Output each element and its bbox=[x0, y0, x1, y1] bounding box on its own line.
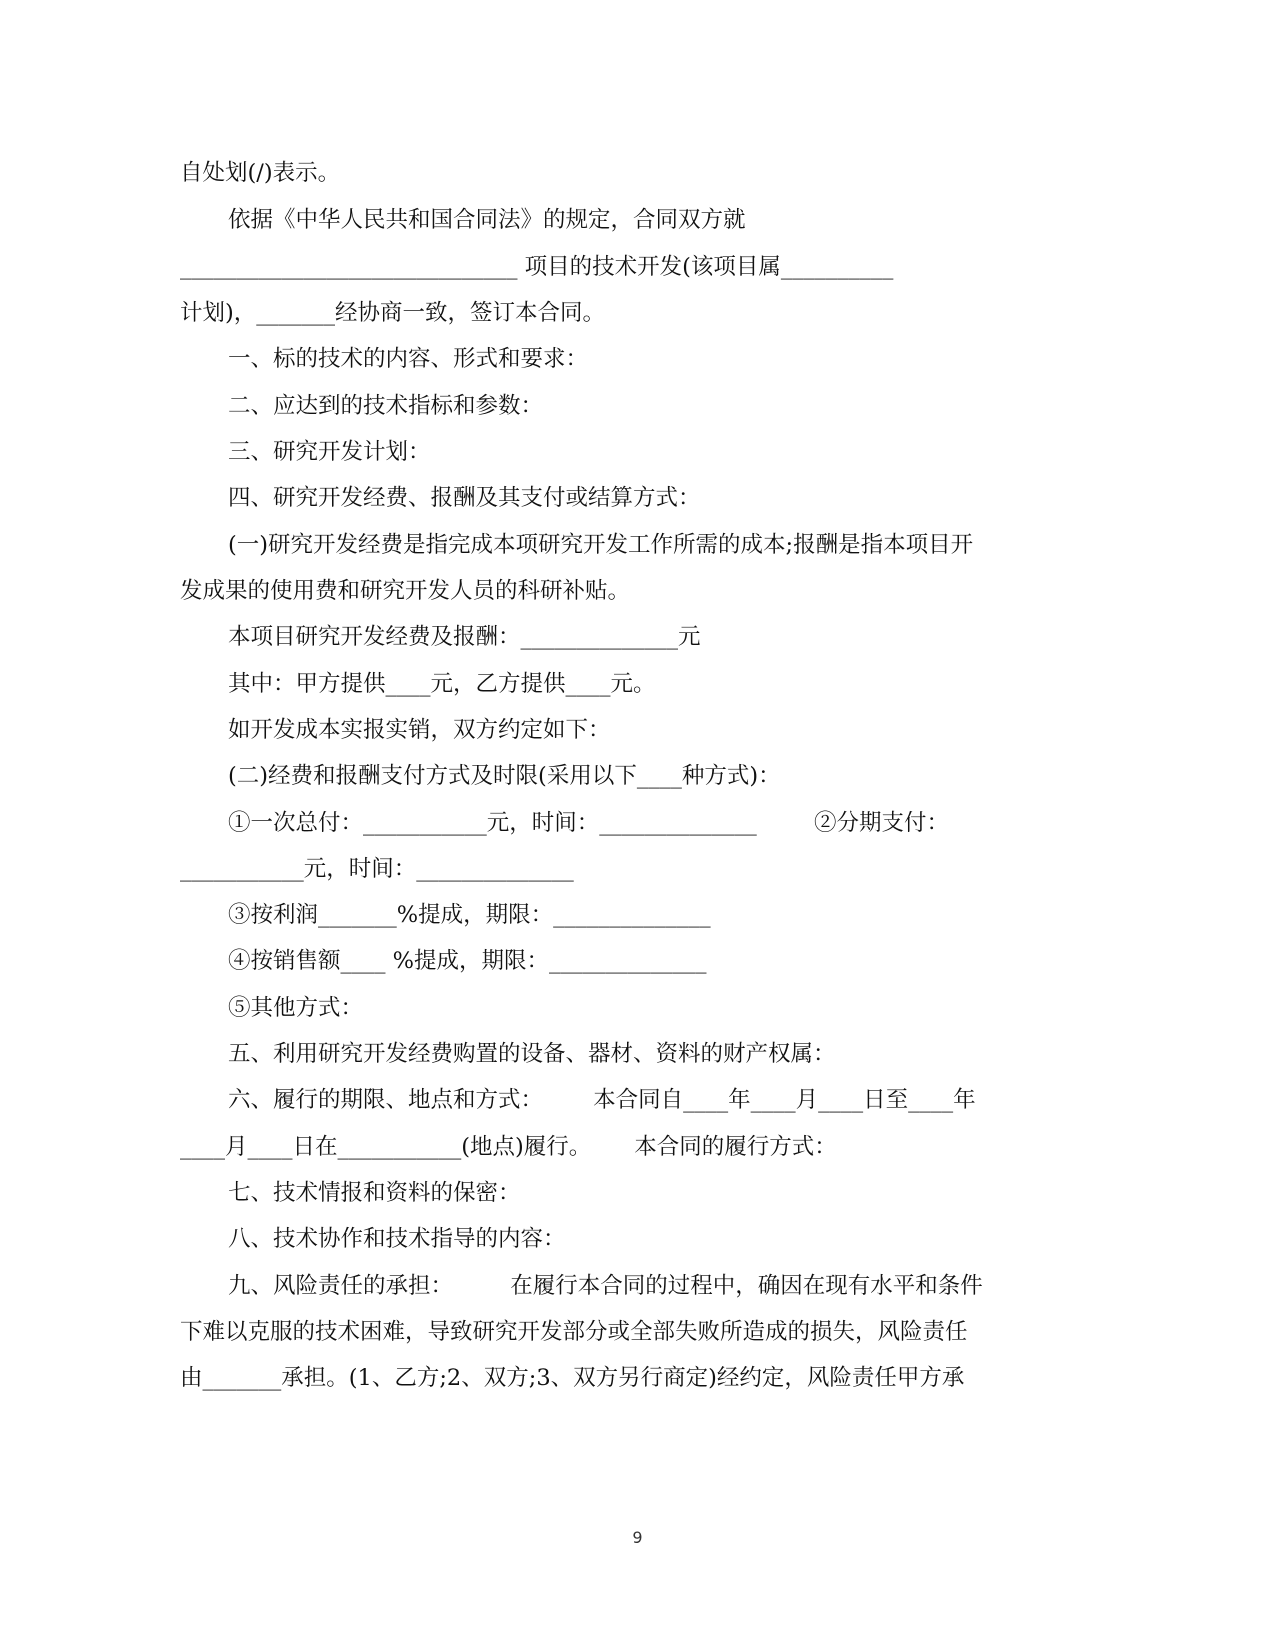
text-line: 发成果的使用费和研究开发人员的科研补贴。 bbox=[180, 578, 631, 604]
text-line: 六、履行的期限、地点和方式： 本合同自____年____月____日至____年 bbox=[228, 1087, 976, 1113]
text-line: 一、标的技术的内容、形式和要求： bbox=[228, 346, 589, 372]
text-line: 自处划(/)表示。 bbox=[180, 160, 341, 186]
page-number: 9 bbox=[632, 1528, 643, 1547]
text-line: 二、应达到的技术指标和参数： bbox=[228, 393, 544, 419]
text-line: ⑤其他方式： bbox=[228, 995, 364, 1021]
text-line: (二)经费和报酬支付方式及时限(采用以下____种方式)： bbox=[228, 763, 781, 789]
text-line: 如开发成本实报实销，双方约定如下： bbox=[228, 717, 611, 743]
text-line: (一)研究开发经费是指完成本项研究开发工作所需的成本;报酬是指本项目开 bbox=[228, 532, 974, 558]
text-line: 九、风险责任的承担： 在履行本合同的过程中，确因在现有水平和条件 bbox=[228, 1273, 983, 1299]
text-line: ___________元，时间：______________ bbox=[180, 856, 574, 882]
text-line: 计划)，_______经协商一致，签订本合同。 bbox=[180, 300, 606, 326]
text-line: 依据《中华人民共和国合同法》的规定，合同双方就 bbox=[228, 207, 746, 233]
text-line: 本项目研究开发经费及报酬：______________元 bbox=[228, 624, 701, 650]
text-line: ①一次总付：___________元，时间：______________ ②分期支付： bbox=[228, 810, 949, 836]
text-line: 五、利用研究开发经费购置的设备、器材、资料的财产权属： bbox=[228, 1041, 836, 1067]
text-line: 由_______承担。(1、乙方;2、双方;3、双方另行商定)经约定，风险责任甲方承 bbox=[180, 1365, 965, 1391]
text-line: 三、研究开发计划： bbox=[228, 439, 431, 465]
text-line: ④按销售额____ %提成，期限：______________ bbox=[228, 948, 707, 974]
text-line: 其中：甲方提供____元，乙方提供____元。 bbox=[228, 671, 656, 697]
text-line: ______________________________ 项目的技术开发(该项目属__________ bbox=[180, 254, 894, 280]
text-line: ____月____日在___________(地点)履行。 本合同的履行方式： bbox=[180, 1134, 837, 1160]
text-line: 七、技术情报和资料的保密： bbox=[228, 1180, 521, 1206]
text-line: 下难以克服的技术困难，导致研究开发部分或全部失败所造成的损失，风险责任 bbox=[180, 1319, 968, 1345]
text-line: ③按利润_______%提成，期限：______________ bbox=[228, 902, 711, 928]
text-line: 八、技术协作和技术指导的内容： bbox=[228, 1226, 566, 1252]
text-line: 四、研究开发经费、报酬及其支付或结算方式： bbox=[228, 485, 701, 511]
